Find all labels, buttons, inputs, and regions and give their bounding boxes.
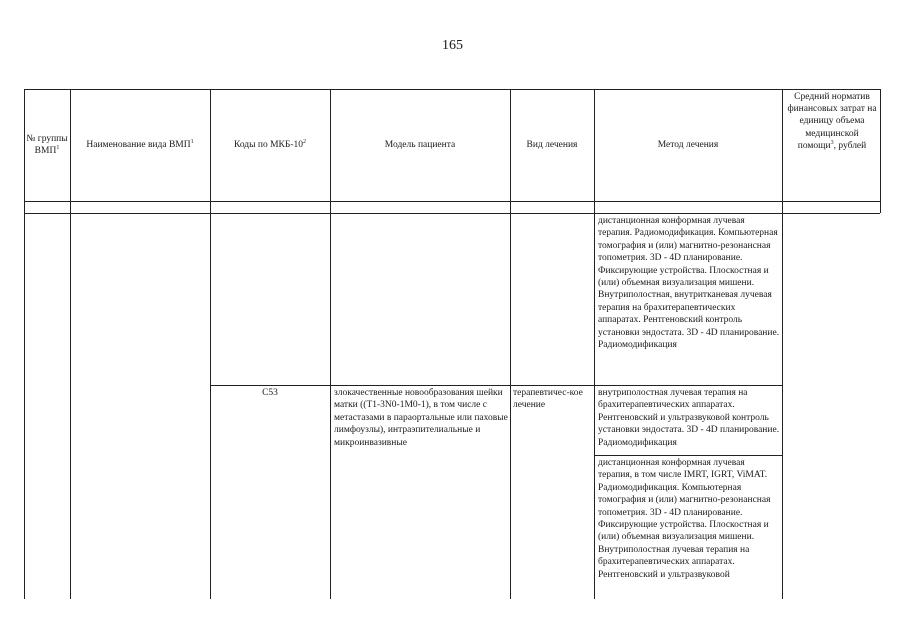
header-bottom-border: [24, 201, 880, 202]
col-border-3: [330, 89, 331, 599]
col-border-2: [210, 89, 211, 599]
method-cell-conformal: дистанционная конформная лучевая терапия, в том числе IMRT, IGRT, ViMAT. Радиомодификация. Компьютерная томография и (или) магнитно-резонансная топометрия. 3D - 4D планирование. Фиксирующие устройства. Плоскостная и (или) объемная визуализация мишени. Внутриполостная лучевая терапия на брахитерапевтических аппаратах. Рентгеновский и ультразвуковой: [598, 458, 771, 580]
col-border-7: [880, 89, 881, 213]
page-number: 165: [442, 38, 463, 53]
table-top-border: [24, 89, 880, 90]
header-icd-codes: Коды по МКБ-$10^2$: [233, 138, 307, 150]
method-cell-continued: дистанционная конформная лучевая терапия. Радиомодификация. Компьютерная томография и (или) магнитно-резонансная топометрия. 3D - 4D планирование. Фиксирующие устройства. Плоскостная и (или) объемная визуализация мишени. Внутриполостная, внутритканевая лучевая терапия на брахитерапевтических аппаратах. Рентгеновский контроль установки эндостата. 3D - 4D планирование. Радиомодификация: [598, 216, 780, 351]
row-separator: [210, 385, 782, 386]
col-border-4: [510, 89, 511, 599]
icd-code-cell: C53: [262, 388, 278, 398]
treatment-type-cell: терапевтичес-кое лечение: [513, 388, 583, 411]
col-border-6: [782, 89, 783, 599]
method-cell-brachytherapy: внутриполостная лучевая терапия на брахитерапевтических аппаратах. Рентгеновский и ультразвуковой контроль установки эндостата. 3D - 4D планирование. Радиомодификация: [598, 388, 780, 448]
col-border-5: [594, 89, 595, 599]
header-treatment-type: Вид лечения: [526, 139, 578, 150]
method-separator: [594, 455, 782, 456]
col-border-0: [24, 89, 25, 599]
col-border-1: [70, 89, 71, 599]
patient-model-cell: злокачественные новообразования шейки матки ((T1-3N0-1M0-1), в том числе с метастазами в параортальные или паховые лимфоузлы), интраэпителиальные и микроинвазивные: [334, 388, 508, 448]
header-cost-norm: Средний норматив финансовых затрат на единицу объема медицинской помощи$^3$, рублей: [787, 92, 877, 151]
header-patient-model: Модель пациента: [384, 139, 456, 150]
numbering-row-border: [24, 213, 880, 214]
header-vmp-name: Наименование вида ВМП$^1$: [86, 138, 194, 150]
vmp-table: [24, 89, 880, 599]
header-group-no: № группы ВМП$^1$: [26, 133, 68, 156]
header-treatment-method: Метод лечения: [657, 139, 719, 150]
